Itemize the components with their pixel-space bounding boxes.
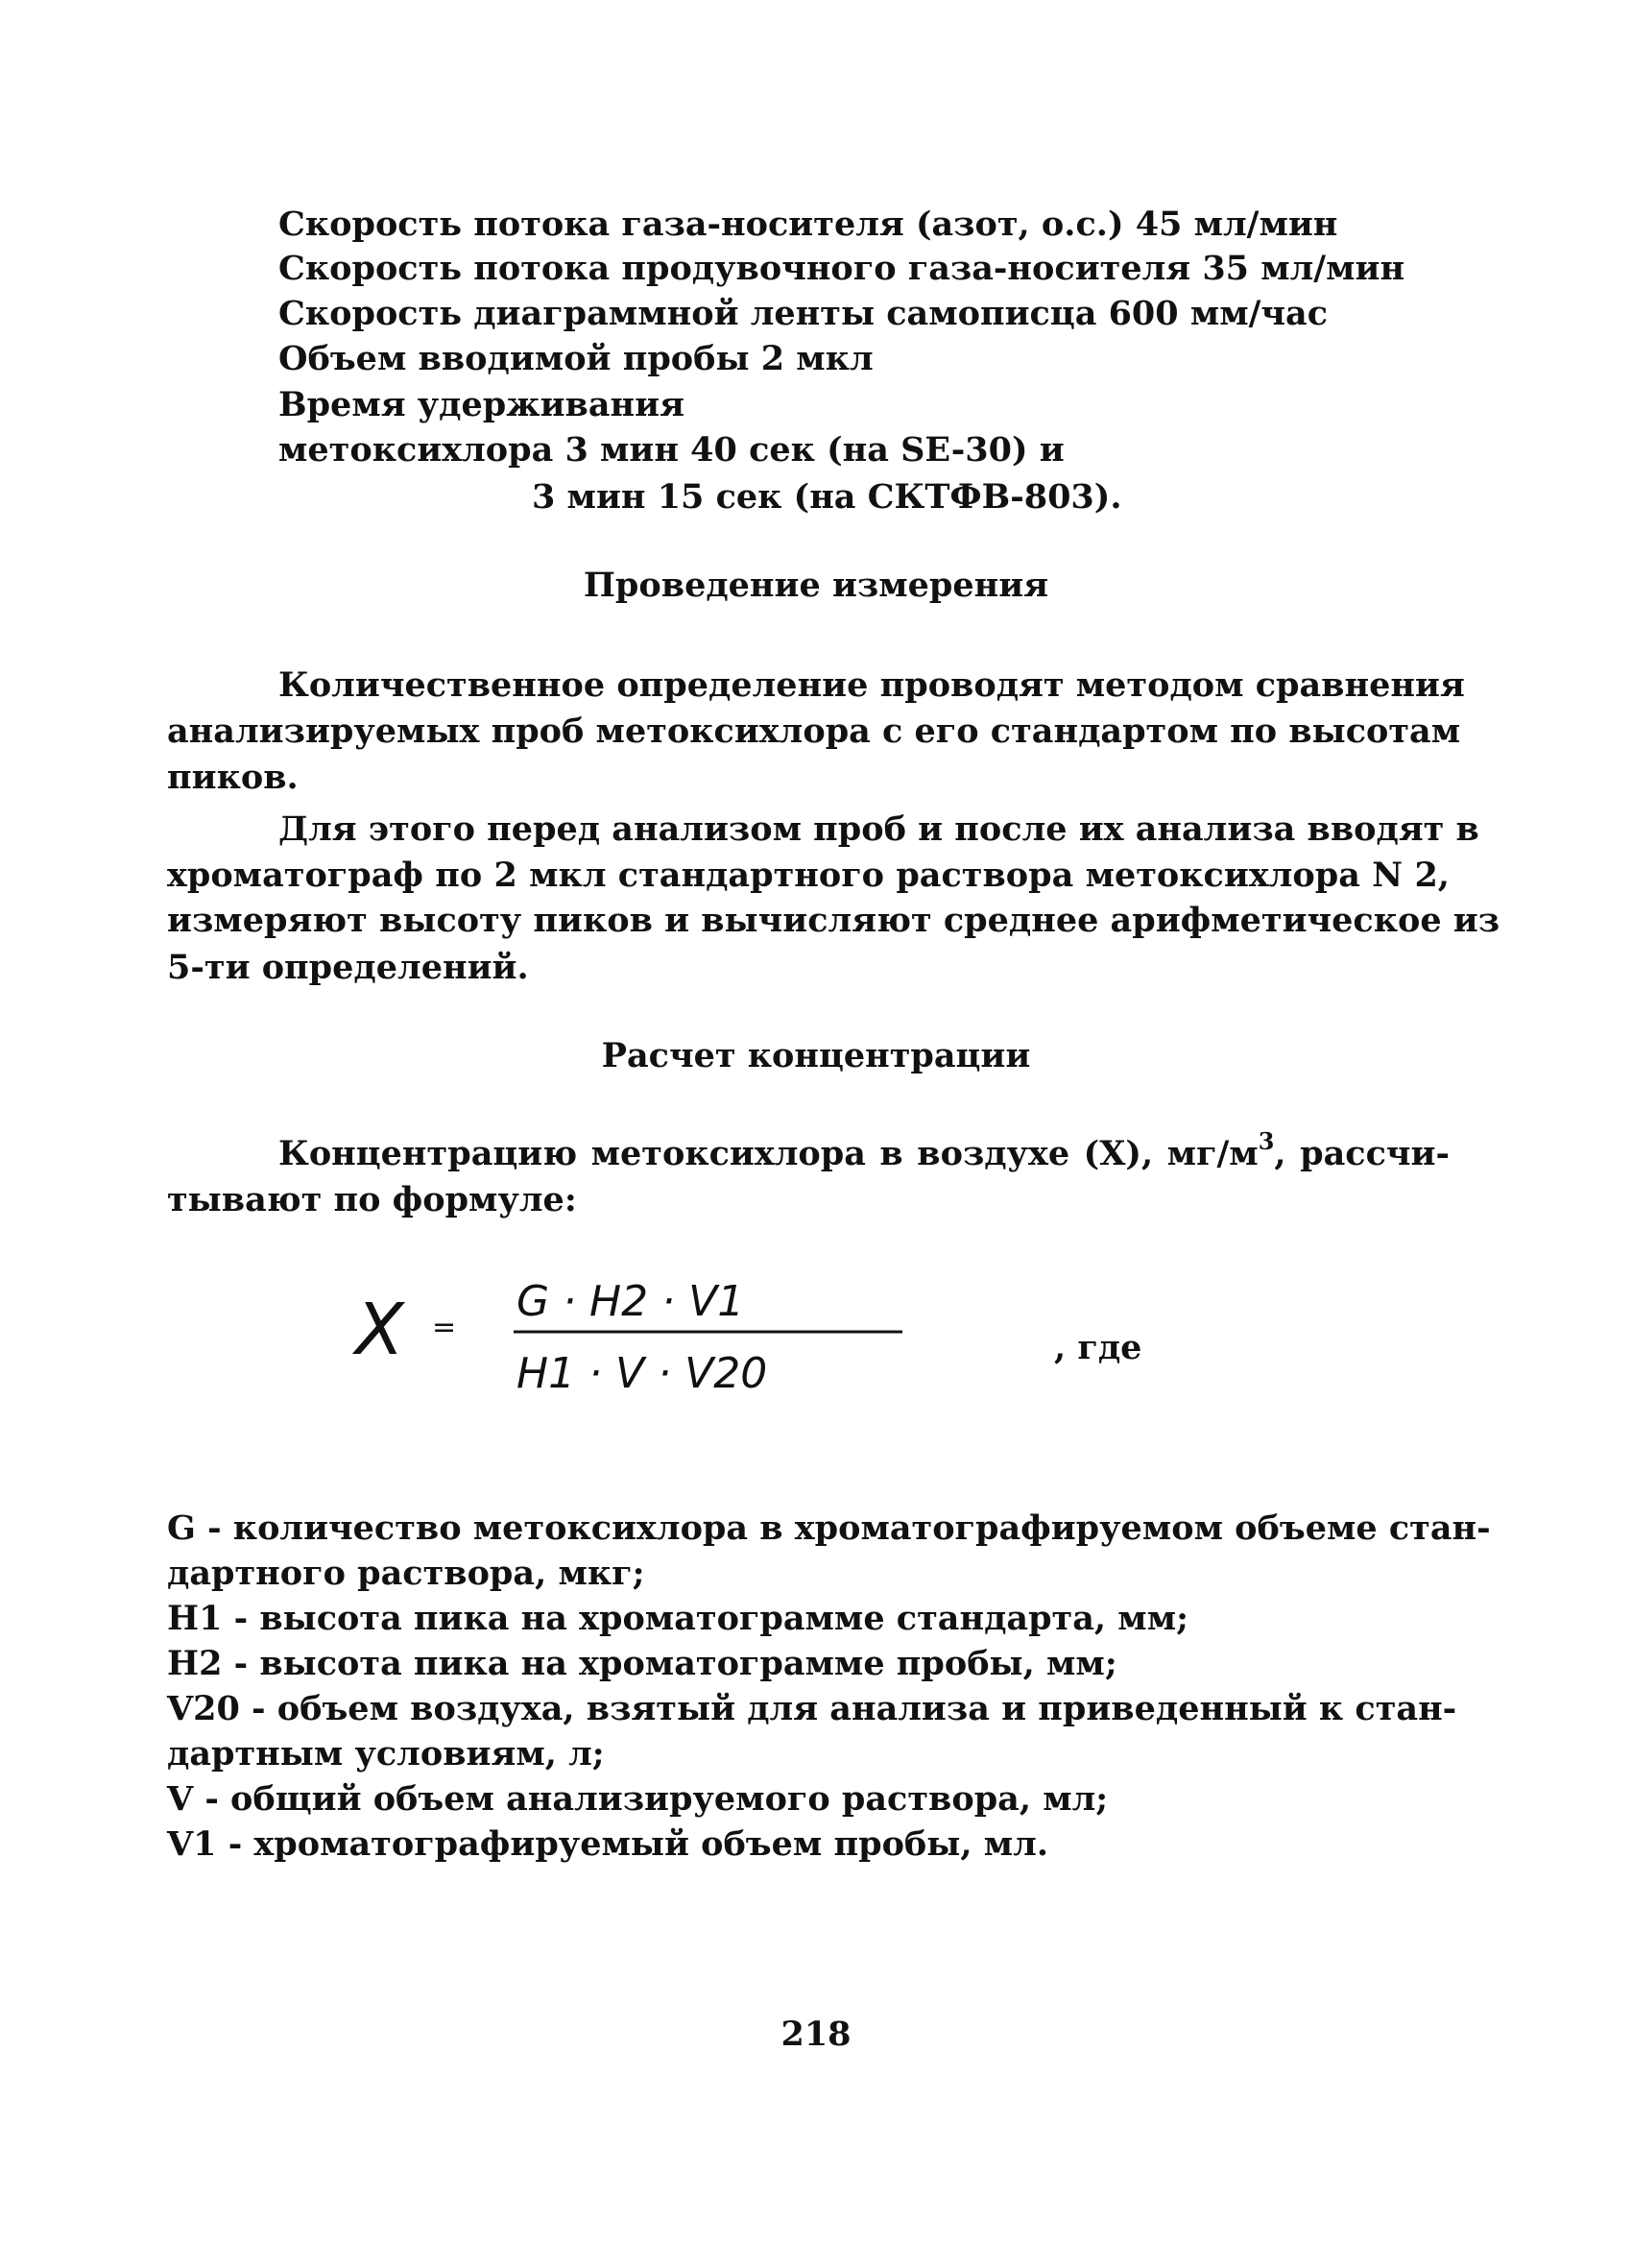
param-chart-speed: Скорость диаграммной ленты самописца 600 мм/час	[278, 294, 1329, 333]
page-number: 218	[780, 2015, 852, 2054]
definition-line: V20 - объем воздуха, взятый для анализа и приведенный к стан-	[167, 1689, 1457, 1728]
paragraph-line: 5-ти определений.	[167, 948, 529, 987]
definition-line: G - количество метоксихлора в хроматографируемом объеме стан-	[167, 1508, 1491, 1548]
paragraph-line: измеряют высоту пиков и вычисляют среднее арифметическое из	[167, 901, 1500, 940]
formula-equals: =	[432, 1311, 457, 1344]
section-heading-measurement: Проведение измерения	[583, 566, 1049, 605]
formula-numerator: G · H2 · V1	[516, 1277, 745, 1326]
paragraph-line: анализируемых проб метоксихлора с его стандартом по высотам	[167, 712, 1461, 751]
param-purge-gas-flow: Скорость потока продувочного газа-носителя 35 мл/мин	[278, 249, 1405, 288]
formula-suffix: , где	[1054, 1328, 1142, 1367]
concentration-formula	[346, 1248, 941, 1411]
definition-line: Н2 - высота пика на хроматограмме пробы, мм;	[167, 1644, 1117, 1683]
superscript: 3	[1258, 1127, 1275, 1155]
section-heading-calculation: Расчет концентрации	[601, 1036, 1031, 1075]
formula-denominator: H1 · V · V20	[516, 1349, 768, 1398]
definition-line: дартного раствора, мкг;	[167, 1554, 645, 1593]
definition-line: V1 - хроматографируемый объем пробы, мл.	[167, 1824, 1048, 1864]
formula-lhs: X	[355, 1289, 404, 1371]
intro-text-end: , рассчи-	[1274, 1134, 1450, 1173]
paragraph-line	[278, 1127, 1450, 1175]
param-sample-volume: Объем вводимой пробы 2 мкл	[278, 339, 874, 378]
definition-line: Н1 - высота пика на хроматограмме стандарта, мм;	[167, 1599, 1189, 1638]
definition-line: V - общий объем анализируемого раствора, мл;	[167, 1779, 1109, 1819]
paragraph-line: пиков.	[167, 758, 299, 797]
definition-line: дартным условиям, л;	[167, 1734, 605, 1773]
paragraph-line: Количественное определение проводят методом сравнения	[278, 665, 1465, 705]
paragraph-line: Для этого перед анализом проб и после их анализа вводят в	[278, 809, 1479, 849]
intro-text: Концентрацию метоксихлора в воздухе (X), мг/м	[278, 1134, 1259, 1173]
param-retention-label: Время удерживания	[278, 385, 684, 424]
paragraph-line: тывают по формуле:	[167, 1180, 577, 1219]
param-retention-se30: метоксихлора 3 мин 40 сек (на SE-30) и	[278, 430, 1065, 470]
param-retention-sktfv: 3 мин 15 сек (на СКТФВ-803).	[532, 477, 1122, 517]
paragraph-line: хроматограф по 2 мкл стандартного раствора метоксихлора N 2,	[167, 856, 1450, 895]
param-carrier-gas-flow: Скорость потока газа-носителя (азот, о.с.) 45 мл/мин	[278, 205, 1338, 244]
